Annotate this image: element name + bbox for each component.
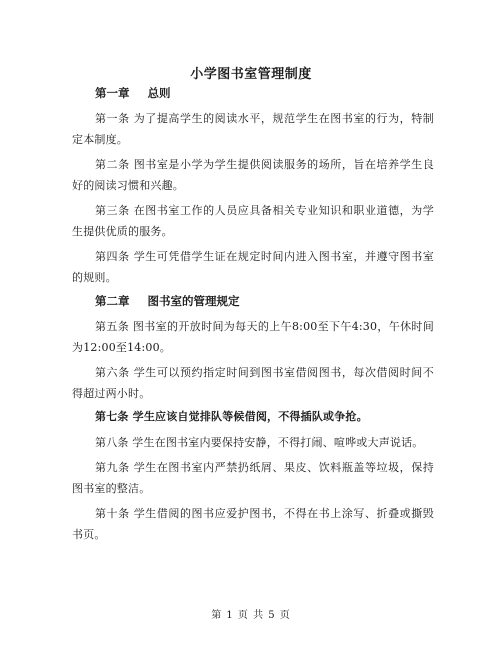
article-10: 第十条 学生借阅的图书应爱护图书，不得在书上涂写、折叠或撕毁书页。 (72, 507, 434, 541)
chapter-2-number: 第二章 (95, 294, 130, 308)
article-1: 第一条 为了提高学生的阅读水平，规范学生在图书室的行为，特制定本制度。 (72, 112, 434, 146)
chapter-2-heading (72, 292, 434, 310)
article-2: 第二条 图书室是小学为学生提供阅读服务的场所，旨在培养学生良好的阅读习惯和兴趣。 (72, 158, 434, 192)
chapter-1-heading (72, 84, 434, 102)
article-9: 第九条 学生在图书室内严禁扔纸屑、果皮、饮料瓶盖等垃圾，保持图书室的整洁。 (72, 461, 434, 495)
article-8: 第八条 学生在图书室内要保持安静，不得打闹、喧哗或大声说话。 (95, 436, 424, 449)
document-title: 小学图书室管理制度 (190, 67, 312, 82)
page-footer: 第 1 页 共 5 页 (211, 610, 291, 621)
chapter-1-number: 第一章 (95, 86, 130, 100)
article-5: 第五条 图书室的开放时间为每天的上午8:00至下午4:30，午休时间为12:00至14:00。 (72, 320, 434, 354)
chapter-2-name: 图书室的管理规定 (147, 294, 240, 308)
article-6: 第六条 学生可以预约指定时间到图书室借阅图书，每次借阅时间不得超过两小时。 (72, 366, 434, 400)
document-body (72, 84, 434, 549)
article-7: 第七条 学生应该自觉排队等候借阅，不得插队或争抢。 (95, 410, 368, 423)
chapter-1-name: 总则 (147, 86, 171, 100)
article-4: 第四条 学生可凭借学生证在规定时间内进入图书室，并遵守图书室的规则。 (72, 250, 434, 284)
article-3: 第三条 在图书室工作的人员应具备相关专业知识和职业道德，为学生提供优质的服务。 (72, 204, 434, 238)
